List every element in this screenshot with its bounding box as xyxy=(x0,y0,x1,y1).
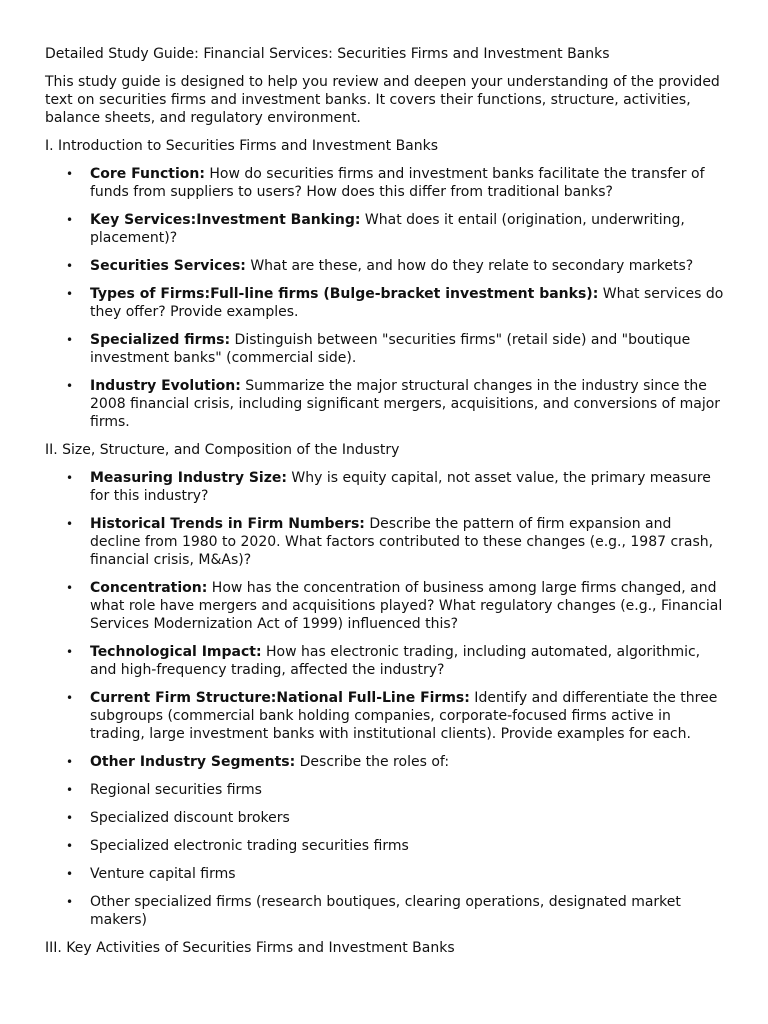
item-term: Types of Firms:Full-line firms (Bulge-bracket investment banks): xyxy=(90,286,599,302)
item-text: Specialized discount brokers xyxy=(90,810,290,826)
list-item xyxy=(45,865,724,883)
list-item xyxy=(45,809,724,827)
item-term: Other Industry Segments: xyxy=(90,754,296,770)
item-text: Venture capital firms xyxy=(90,866,236,882)
item-term: Concentration: xyxy=(90,580,208,596)
item-text: Why is equity capital, not asset value, the primary measure for this industry? xyxy=(90,470,711,504)
item-text: What services do they offer? Provide examples. xyxy=(90,286,724,320)
item-text: Describe the roles of: xyxy=(295,754,450,770)
bullet-icon: • xyxy=(66,379,74,393)
list-item xyxy=(45,331,724,367)
bullet-icon: • xyxy=(66,259,74,273)
item-text: Distinguish between "securities firms" (retail side) and "boutique investment banks" (commercial side). xyxy=(90,332,691,366)
bullet-icon: • xyxy=(66,471,74,485)
bullet-icon: • xyxy=(66,691,74,705)
bullet-icon: • xyxy=(66,167,74,181)
bullet-icon: • xyxy=(66,517,74,531)
bullet-icon: • xyxy=(66,581,74,595)
item-text: How has the concentration of business among large firms changed, and what role have mergers and acquisitions played? What regulatory changes (e.g., Financial Services Modernization Act of 1999) influenced this? xyxy=(90,580,723,632)
item-text: Describe the pattern of firm expansion and decline from 1980 to 2020. What factors contributed to these changes (e.g., 1987 crash, financial crisis, M&As)? xyxy=(90,516,714,568)
list-item xyxy=(45,643,724,679)
item-text: How has electronic trading, including automated, algorithmic, and high-frequency trading, affected the industry? xyxy=(90,644,701,678)
item-text: What does it entail (origination, underwriting, placement)? xyxy=(90,212,685,246)
item-text: Summarize the major structural changes in the industry since the 2008 financial crisis, including significant mergers, acquisitions, and conversions of major firms. xyxy=(90,378,721,430)
item-term: Measuring Industry Size: xyxy=(90,470,287,486)
bullet-icon: • xyxy=(66,287,74,301)
document-title: Detailed Study Guide: Financial Services: Securities Firms and Investment Banks xyxy=(45,46,610,62)
section-heading: II. Size, Structure, and Composition of the Industry xyxy=(45,442,400,458)
item-text: Specialized electronic trading securities firms xyxy=(90,838,409,854)
item-term: Current Firm Structure:National Full-Line Firms: xyxy=(90,690,470,706)
section-heading: I. Introduction to Securities Firms and Investment Banks xyxy=(45,138,439,154)
list-item xyxy=(45,893,724,929)
item-text: What are these, and how do they relate to secondary markets? xyxy=(245,258,694,274)
list-item xyxy=(45,689,724,743)
item-term: Key Services:Investment Banking: xyxy=(90,212,361,228)
item-term: Industry Evolution: xyxy=(90,378,241,394)
sections-container xyxy=(45,137,724,957)
item-text: Identify and differentiate the three subgroups (commercial bank holding companies, corporate-focused firms active in trading, large investment banks with institutional clients). Provide examples for each. xyxy=(90,690,718,742)
bullet-icon: • xyxy=(66,783,74,797)
item-term: Historical Trends in Firm Numbers: xyxy=(90,516,365,532)
bullet-icon: • xyxy=(66,895,74,909)
item-text: How do securities firms and investment banks facilitate the transfer of funds from suppliers to users? How does this differ from traditional banks? xyxy=(90,166,705,200)
section-heading: III. Key Activities of Securities Firms and Investment Banks xyxy=(45,940,455,956)
item-text: Other specialized firms (research boutiques, clearing operations, designated market makers) xyxy=(90,894,681,928)
bullet-list xyxy=(45,165,724,431)
list-item xyxy=(45,257,724,275)
list-item xyxy=(45,837,724,855)
intro-paragraph: This study guide is designed to help you review and deepen your understanding of the provided text on securities firms and investment banks. It covers their functions, structure, activities, balance sheets, and regulatory environment. xyxy=(45,74,720,126)
bullet-icon: • xyxy=(66,213,74,227)
list-item xyxy=(45,781,724,799)
bullet-list xyxy=(45,469,724,929)
list-item xyxy=(45,211,724,247)
item-term: Securities Services: xyxy=(90,258,246,274)
item-term: Specialized firms: xyxy=(90,332,231,348)
list-item xyxy=(45,285,724,321)
list-item xyxy=(45,579,724,633)
list-item xyxy=(45,515,724,569)
bullet-icon: • xyxy=(66,645,74,659)
item-term: Technological Impact: xyxy=(90,644,262,660)
bullet-icon: • xyxy=(66,867,74,881)
list-item xyxy=(45,469,724,505)
bullet-icon: • xyxy=(66,811,74,825)
list-item xyxy=(45,377,724,431)
list-item xyxy=(45,753,724,771)
bullet-icon: • xyxy=(66,839,74,853)
bullet-icon: • xyxy=(66,755,74,769)
item-term: Core Function: xyxy=(90,166,205,182)
item-text: Regional securities firms xyxy=(90,782,262,798)
list-item xyxy=(45,165,724,201)
bullet-icon: • xyxy=(66,333,74,347)
